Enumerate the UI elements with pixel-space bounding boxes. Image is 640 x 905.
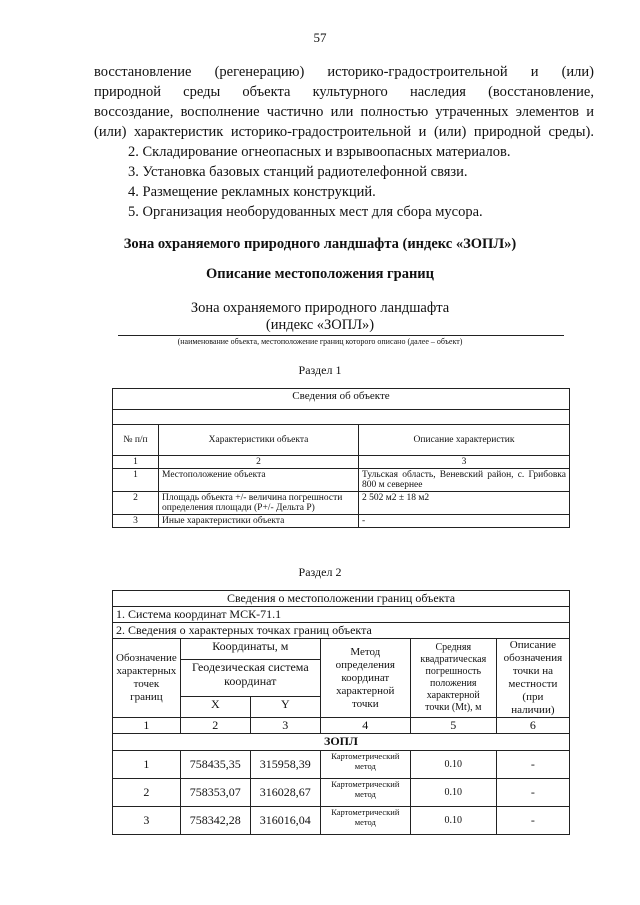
table-cell: Местоположение объекта bbox=[159, 469, 359, 492]
index-cell: 2 bbox=[159, 456, 359, 469]
table-row bbox=[113, 779, 570, 807]
intro-paragraph bbox=[94, 62, 594, 142]
header-method: Метод определения координат характерной точки bbox=[320, 639, 410, 718]
list-item: 3. Установка базовых станций радиотелефонной связи. bbox=[128, 164, 468, 180]
index-cell: 3 bbox=[359, 456, 570, 469]
list-item: 4. Размещение рекламных конструкций. bbox=[128, 184, 376, 200]
intro-line: восстановление (регенерацию) историко-градостроительной и (или) bbox=[94, 64, 594, 80]
point-y: 315958,39 bbox=[250, 751, 320, 779]
list-item: 2. Складирование огнеопасных и взрывоопасных материалов. bbox=[128, 144, 511, 160]
table-spacer-row bbox=[113, 410, 570, 425]
index-cell: 1 bbox=[113, 456, 159, 469]
boundary-heading: Описание местоположения границ bbox=[205, 266, 435, 282]
table-cell: 2 502 м2 ± 18 м2 bbox=[359, 492, 570, 515]
point-x: 758342,28 bbox=[180, 807, 250, 835]
table-row bbox=[113, 515, 570, 528]
coord-system-row bbox=[113, 607, 570, 623]
table-cell: Иные характеристики объекта bbox=[159, 515, 359, 528]
point-x: 758435,35 bbox=[180, 751, 250, 779]
table-cell: Тульская область, Веневский район, с. Грибовка 800 м севернее bbox=[359, 469, 570, 492]
point-number: 3 bbox=[113, 807, 181, 835]
zone-label: ЗОПЛ bbox=[113, 734, 570, 751]
object-name-line2: (индекс «ЗОПЛ») bbox=[265, 317, 375, 333]
col-header: Характеристики объекта bbox=[159, 425, 359, 456]
index-cell: 4 bbox=[320, 718, 410, 734]
point-method: Картометрический метод bbox=[320, 779, 410, 807]
point-error: 0.10 bbox=[410, 807, 496, 835]
object-caption: (наименование объекта, местоположение границ которого описано (далее – объект) bbox=[177, 337, 463, 346]
point-method: Картометрический метод bbox=[320, 807, 410, 835]
table-cell: Площадь объекта +/- величина погрешности определения площади (Р+/- Дельта Р) bbox=[159, 492, 359, 515]
table-row bbox=[113, 751, 570, 779]
table-cell: 3 bbox=[113, 515, 159, 528]
header-geodetic: Геодезическая система координат bbox=[180, 659, 320, 697]
point-description: - bbox=[496, 807, 569, 835]
table-cell: - bbox=[359, 515, 570, 528]
object-info-table bbox=[112, 388, 570, 528]
header-designation: Обозначение характерных точек границ bbox=[113, 639, 181, 718]
table-index-row bbox=[113, 456, 570, 469]
points-title: 2. Сведения о характерных точках границ объекта bbox=[113, 623, 570, 639]
point-error: 0.10 bbox=[410, 751, 496, 779]
coord-system: 1. Система координат МСК-71.1 bbox=[113, 607, 570, 623]
zone-label-row bbox=[113, 734, 570, 751]
table-row bbox=[113, 492, 570, 515]
index-cell: 5 bbox=[410, 718, 496, 734]
table-header-row bbox=[113, 425, 570, 456]
table-row bbox=[113, 469, 570, 492]
header-coords: Координаты, м bbox=[180, 639, 320, 660]
list-item: 5. Организация необорудованных мест для сбора мусора. bbox=[128, 204, 483, 220]
point-description: - bbox=[496, 779, 569, 807]
table-cell: 2 bbox=[113, 492, 159, 515]
point-y: 316016,04 bbox=[250, 807, 320, 835]
index-cell: 2 bbox=[180, 718, 250, 734]
table-title-row bbox=[113, 591, 570, 607]
point-description: - bbox=[496, 751, 569, 779]
intro-line: природной среды объекта культурного наследия (восстановление, bbox=[94, 84, 594, 100]
section2-title: Раздел 2 bbox=[298, 565, 342, 579]
page-number: 57 bbox=[313, 30, 327, 45]
point-method: Картометрический метод bbox=[320, 751, 410, 779]
col-header: Описание характеристик bbox=[359, 425, 570, 456]
points-title-row bbox=[113, 623, 570, 639]
col-header: № п/п bbox=[113, 425, 159, 456]
table-index-row bbox=[113, 718, 570, 734]
intro-line: (или) характеристик историко-градостроительной и (или) природной среды). bbox=[94, 124, 594, 140]
header-x: X bbox=[180, 697, 250, 718]
point-y: 316028,67 bbox=[250, 779, 320, 807]
index-cell: 3 bbox=[250, 718, 320, 734]
header-description: Описание обозначения точки на местности (при наличии) bbox=[496, 639, 569, 718]
table-header-row bbox=[113, 639, 570, 660]
header-error: Средняя квадратическая погрешность положения характерной точки (Mt), м bbox=[410, 639, 496, 718]
index-cell: 6 bbox=[496, 718, 569, 734]
section1-title: Раздел 1 bbox=[298, 363, 342, 377]
object-name-line1: Зона охраняемого природного ландшафта bbox=[190, 300, 450, 316]
table-title-row bbox=[113, 389, 570, 410]
boundary-table-title: Сведения о местоположении границ объекта bbox=[113, 591, 570, 607]
table-cell: 1 bbox=[113, 469, 159, 492]
zone-heading: Зона охраняемого природного ландшафта (индекс «ЗОПЛ») bbox=[123, 236, 517, 252]
index-cell: 1 bbox=[113, 718, 181, 734]
point-number: 2 bbox=[113, 779, 181, 807]
intro-line: воссоздание, восполнение частично или полностью утраченных элементов и bbox=[94, 104, 594, 120]
header-y: Y bbox=[250, 697, 320, 718]
point-x: 758353,07 bbox=[180, 779, 250, 807]
table-row bbox=[113, 807, 570, 835]
boundary-points-table bbox=[112, 590, 570, 835]
point-error: 0.10 bbox=[410, 779, 496, 807]
point-number: 1 bbox=[113, 751, 181, 779]
underline-divider bbox=[118, 335, 564, 336]
object-info-title: Сведения об объекте bbox=[113, 389, 570, 410]
